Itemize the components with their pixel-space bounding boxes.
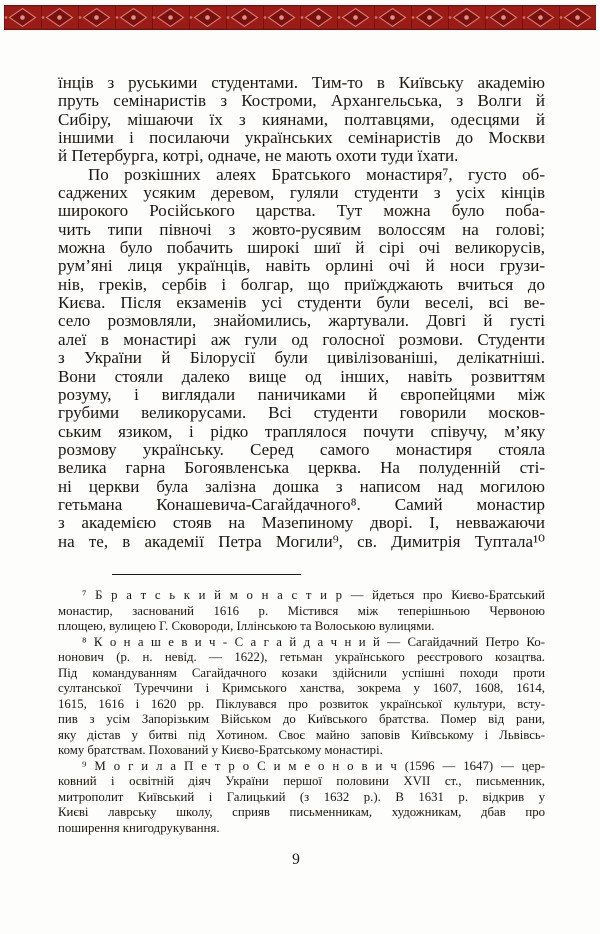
- paragraph-line: розмову українську. Серед самого монастиря стояла: [58, 439, 545, 459]
- paragraph-line: По розкішних алеях Братського монастиря⁷, густо об-: [88, 164, 545, 184]
- paragraph-line: з академією стояв на Мазепиному дворі. І, невважаючи: [58, 513, 545, 533]
- decorative-frieze-icon: [4, 5, 596, 35]
- paragraph: [58, 166, 545, 551]
- paragraph-line: ні церкви була залізна дошка з написом над могилою: [58, 476, 545, 496]
- footnote-line: Під командуванням Сагайдачного козаки здійснили успішні походи проти: [58, 665, 545, 680]
- footnote-line: пив з усім Запорізьким Військом до Київського братства. Помер від рани,: [58, 712, 545, 726]
- paragraph-line: алеї в монастирі аж гули од голосної розмови. Студенти: [58, 329, 545, 349]
- footnote-separator: [112, 574, 301, 575]
- paragraph-line: пруть семінаристів з Костроми, Архангельська, з Волги й: [58, 91, 545, 111]
- paragraph-line: широкого Російського царства. Тут можна було поба-: [58, 201, 545, 221]
- paragraph-line: розуму, і виглядали паничиками й європейцями між: [58, 384, 545, 404]
- paragraph-line: можна було побачить широкі шиї й сірі очі великорусів,: [58, 238, 545, 258]
- paragraph-line: їнців з руськими студентами. Тим-то в Київську академію: [58, 73, 545, 92]
- footnote-line: ⁷ Б р а т с ь к и й м о н а с т и р — йдеться про Києво-Братський: [82, 588, 545, 602]
- footnote-line: 1615, 1616 і 1620 рр. Піклувався про розвиток української культури, всту-: [58, 696, 545, 711]
- paragraph-line: велика гарна Богоявленська церква. На полуденній сті-: [58, 458, 545, 478]
- paragraph-line: з України й Білорусії були цивілізованіші, делікатніші.: [58, 348, 545, 368]
- paragraph-line: Сибіру, мішаючи їх з киянами, полтавцями, одесцями й: [58, 109, 545, 129]
- paragraph-line: на те, в академії Петра Могили⁹, св. Димитрія Туптала¹⁰: [58, 531, 545, 551]
- paragraph-line: нів, греків, сербів і болгар, що приїжджають вчиться до: [58, 274, 545, 294]
- paragraph-line: саджених усяким деревом, гуляли студенти з усіх кінців: [58, 183, 545, 203]
- paragraph: [58, 74, 545, 166]
- footnote-line: Києві лаврську школу, сприяв письменникам, художникам, дбав про: [58, 805, 545, 819]
- ornament-border: [4, 5, 596, 35]
- footnote-line: ⁹ М о г и л а П е т р о С и м е о н о в и ч (1596 — 1647) — цер-: [82, 758, 545, 773]
- paragraph-line: грубими великорусами. Всі студенти говорили москов-: [58, 403, 545, 423]
- paragraph-line: рум’яні лиця українців, навіть орлині очі й носи грузи-: [58, 256, 545, 276]
- footnote: [58, 588, 545, 635]
- page-number: 9: [292, 851, 300, 868]
- footnote-line: яку дістав у битві під Хотином. Своє майно заповів Київському і Львівсь-: [58, 727, 545, 742]
- footnote-line: кому братствам. Похований у Києво-Братському монастирі.: [58, 743, 383, 757]
- footnote-line: ковний і освітній діяч України першої половини XVII ст., письменник,: [58, 774, 545, 788]
- footnote: [58, 759, 545, 837]
- footnotes-block: [58, 588, 545, 836]
- footnote-line: митрополит Київський і Галицький (з 1632 р.). В 1631 р. відкрив у: [58, 789, 545, 804]
- paragraph-line: іншими і посилаючи українських семінаристів до Москви: [58, 128, 545, 148]
- footnote-line: султанської Туреччини і Кримського ханства, зокрема у 1607, 1608, 1614,: [58, 681, 545, 695]
- paragraph-line: Вони стояли далеко вище од інших, навіть розвиттям: [58, 366, 545, 386]
- paragraph-line: ським язиком, і рідко траплялося почути співучу, м’яку: [58, 421, 545, 441]
- main-text-block: [58, 74, 545, 551]
- footnote-line: ⁸ К о н а ш е в и ч - С а г а й д а ч н и й — Сагайдачний Петро Ко-: [82, 634, 545, 649]
- paragraph-line: чить типи півночі з жовто-русявим волоссям на голові;: [58, 219, 545, 239]
- footnote-line: поширення книгодрукування.: [58, 820, 220, 835]
- footnote-line: монастир, заснований 1616 р. Містився між теперішньою Червоною: [58, 603, 545, 618]
- footnote-line: нонович (р. н. невід. — 1622), гетьман українського реєстрового козацтва.: [58, 650, 545, 664]
- paragraph-line: село розмовляли, знайомились, жартували. Довгі й густі: [58, 311, 545, 331]
- paragraph-line: й Петербурга, котрі, одначе, не мають охоти туди їхати.: [58, 146, 459, 166]
- paragraph-line: гетьмана Конашевича-Сагайдачного⁸. Самий монастир: [58, 494, 545, 514]
- footnote: [58, 635, 545, 759]
- footnote-line: площею, вулицею Г. Сковороди, Іллінською та Волоською вулицями.: [58, 619, 435, 633]
- paragraph-line: Києва. Після екзаменів усі студенти були веселі, всі ве-: [58, 293, 545, 313]
